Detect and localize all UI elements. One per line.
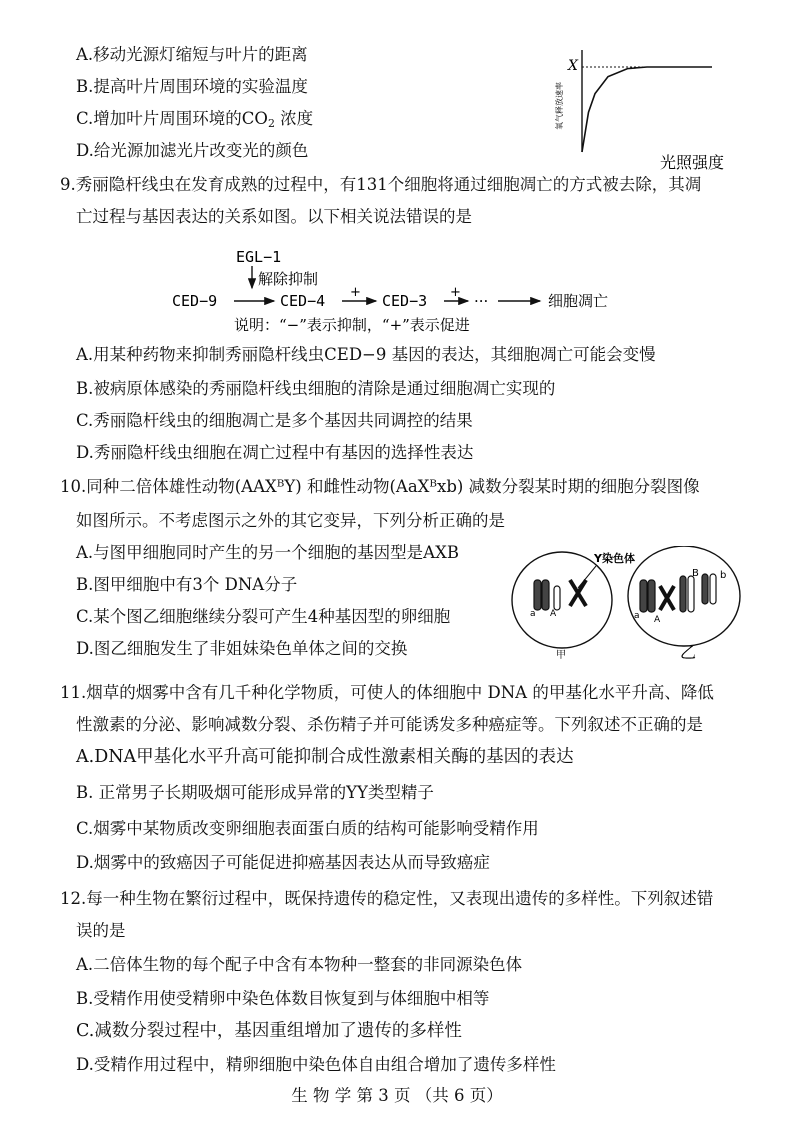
yi-chromosome-2	[648, 580, 655, 612]
chart-curve	[582, 67, 712, 152]
yi-gene-B: B	[692, 568, 699, 579]
q11-stem-line2: 性激素的分泌、影响减数分裂、杀伤精子并可能诱发多种癌症等。下列叙述不正确的是	[76, 715, 703, 734]
q8-option-c-tail: 浓度	[274, 109, 314, 128]
yi-gene-a: a	[634, 611, 640, 621]
cell-division-figure	[508, 546, 748, 662]
jia-chromosome-1	[534, 580, 541, 610]
q9-option-d: D.秀丽隐杆线虫细胞在凋亡过程中有基因的选择性表达	[76, 443, 474, 462]
apoptosis-pathway-diagram	[168, 246, 668, 336]
diagram-note: 说明：“−”表示抑制，“+”表示促进	[234, 316, 470, 334]
yi-chromosome-7	[710, 574, 716, 604]
cell-jia-membrane	[512, 552, 612, 648]
q8-option-d: D.给光源加滤光片改变光的颜色	[76, 141, 309, 160]
q8-option-b: B.提高叶片周围环境的实验温度	[76, 77, 308, 96]
q11-option-c: C.烟雾中某物质改变卵细胞表面蛋白质的结构可能影响受精作用	[76, 819, 539, 838]
ced4-label: CED−4	[280, 292, 326, 310]
ced3-label: CED−3	[382, 292, 428, 310]
y-chromosome-label: Y染色体	[594, 552, 635, 565]
q8-option-c	[76, 108, 313, 135]
egl1-label: EGL−1	[236, 248, 282, 266]
jia-chromosome-3	[554, 586, 560, 610]
q9-option-b: B.被病原体感染的秀丽隐杆线虫细胞的清除是通过细胞凋亡实现的	[76, 379, 556, 398]
q11-option-d: D.烟雾中的致癌因子可能促进抑癌基因表达从而导致癌症	[76, 853, 490, 872]
jia-chromosome-y	[570, 580, 586, 606]
jia-gene-A: A	[550, 609, 557, 619]
page-footer: 生 物 学 第 3 页 （共 6 页）	[291, 1086, 503, 1105]
yi-chromosome-5	[688, 576, 694, 612]
q10-option-b: B.图甲细胞中有3个 DNA分子	[76, 575, 298, 594]
q11-option-b: B. 正常男子长期吸烟可能形成异常的YY类型精子	[76, 783, 434, 802]
yi-chromosome-6	[702, 574, 708, 604]
q10-option-d: D.图乙细胞发生了非姐妹染色单体之间的交换	[76, 639, 408, 658]
yi-chromosome-3	[660, 586, 674, 610]
yi-gene-A: A	[654, 615, 661, 625]
q12-option-c: C.减数分裂过程中，基因重组增加了遗传的多样性	[76, 1021, 462, 1041]
q9-stem-line1: 9.秀丽隐杆线虫在发育成熟的过程中，有131个细胞将通过细胞凋亡的方式被去除，其凋	[60, 175, 702, 194]
ced3-plus: +	[450, 285, 461, 300]
pathway-ellipsis: ···	[474, 292, 489, 310]
q10-stem-line2: 如图所示。不考虑图示之外的其它变异，下列分析正确的是	[76, 511, 505, 530]
jia-chromosome-2	[542, 580, 549, 610]
chart-x-marker: X	[568, 58, 578, 74]
jia-gene-a: a	[530, 609, 536, 619]
q12-stem-line2: 误的是	[76, 921, 126, 940]
q11-stem-line1: 11.烟草的烟雾中含有几千种化学物质，可使人的体细胞中 DNA 的甲基化水平升高、降低	[60, 683, 714, 702]
q11-option-a: A.DNA甲基化水平升高可能抑制合成性激素相关酶的基因的表达	[76, 747, 574, 767]
cell-jia-chromosomes	[534, 580, 586, 610]
yi-gene-b: b	[720, 570, 727, 581]
q12-option-b: B.受精作用使受精卵中染色体数目恢复到与体细胞中相等	[76, 989, 490, 1008]
apoptosis-label: 细胞凋亡	[548, 292, 609, 310]
y-chromosome-pointer	[578, 566, 596, 588]
chart-x-label: 光照强度	[660, 153, 725, 172]
ced4-plus: +	[350, 285, 361, 300]
yi-chromosome-4	[680, 576, 686, 612]
q8-option-c-subscript: 2	[267, 117, 275, 130]
q10-option-c: C.某个图乙细胞继续分裂可产生4种基因型的卵细胞	[76, 607, 451, 626]
cell-jia-caption: 甲	[556, 650, 566, 661]
light-response-chart	[548, 46, 748, 172]
chart-y-label: 氧气释放速率	[555, 82, 564, 130]
q12-stem-line1: 12.每一种生物在繁衍过程中，既保持遗传的稳定性，又表现出遗传的多样性。下列叙述错	[60, 889, 714, 908]
cell-yi-chromosomes	[640, 574, 716, 612]
ced9-label: CED−9	[172, 292, 218, 310]
q9-option-c: C.秀丽隐杆线虫的细胞凋亡是多个基因共同调控的结果	[76, 411, 473, 430]
q12-option-a: A.二倍体生物的每个配子中含有本物种一整套的非同源染色体	[76, 955, 523, 974]
cell-yi-caption: 乙	[680, 643, 697, 662]
q8-option-a: A.移动光源灯缩短与叶片的距离	[76, 45, 308, 64]
q9-option-a: A.用某种药物来抑制秀丽隐杆线虫CED−9 基因的表达，其细胞凋亡可能会变慢	[76, 345, 656, 364]
release-inhibition-label: 解除抑制	[258, 270, 319, 288]
q9-stem-line2: 亡过程与基因表达的关系如图。以下相关说法错误的是	[76, 207, 472, 226]
q10-option-a: A.与图甲细胞同时产生的另一个细胞的基因型是AXB	[76, 543, 459, 562]
q12-option-d: D.受精作用过程中，精卵细胞中染色体自由组合增加了遗传多样性	[76, 1055, 556, 1074]
q10-stem-line1: 10.同种二倍体雄性动物(AAXᴮY) 和雌性动物(AaXᴮxb) 减数分裂某时期的细胞分裂图像	[60, 477, 700, 496]
yi-chromosome-1	[640, 580, 647, 612]
q8-option-c-text: C.增加叶片周围环境的CO	[76, 109, 268, 128]
